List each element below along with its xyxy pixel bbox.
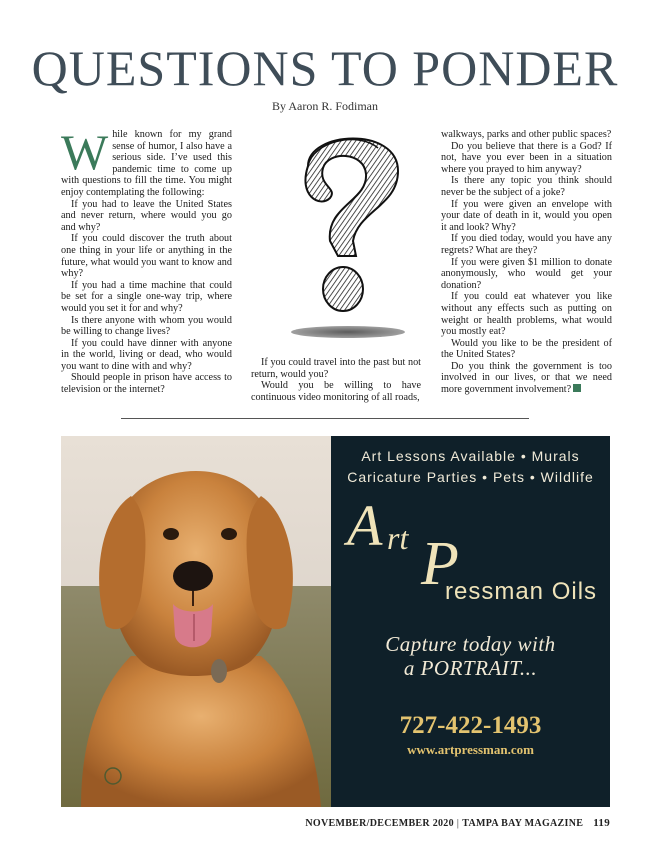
article-column-3 [441,129,612,396]
ad-services-line-2: Caricature Parties • Pets • Wildlife [347,469,594,485]
advertisement [61,436,610,807]
article-byline: By Aaron R. Fodiman [271,99,378,113]
paragraph: If you were given $1 million to donate anonymously, who would get your donation? [441,256,612,291]
paragraph: If you could eat whatever you like without any effects such as putting on weight or health problems, what would you mostly eat? [441,291,612,338]
footer-issue: NOVEMBER/DECEMBER 2020 [305,818,454,829]
paragraph: Do you believe that there is a God? If not, have you ever been in a situation where you prayed to him anyway? [441,140,612,175]
paragraph: If you had a time machine that could be set for a single one-way trip, where would you set it for and why? [61,279,232,314]
paragraph-text: Do you think the government is too involved in our lives, or that we need more government involvement? [441,360,612,396]
ad-phone: 727-422-1493 [399,712,542,739]
question-mark-dot [323,267,363,311]
logo-letter-a: A [347,493,383,558]
divider [121,418,529,419]
paragraph: walkways, parks and other public spaces? [441,129,612,140]
question-mark-shadow [291,326,405,338]
paragraph: Is there anyone with whom you would be willing to change lives? [61,314,232,338]
logo-letter-p: P [421,530,459,598]
page-number: 119 [593,817,610,829]
drop-cap: W [61,124,109,180]
logo-ressman-oils: ressman Oils [445,578,598,605]
golden-retriever-painting [61,436,331,807]
paragraph [441,361,612,396]
ad-website: www.artpressman.com [407,742,534,757]
article-title: QUESTIONS TO PONDER [31,40,619,96]
footer-separator: | [456,818,460,829]
paragraph: If you could travel into the past but not return, would you? [251,357,421,380]
end-mark-icon [573,384,581,392]
paragraph: hile known for my grand sense of humor, I also have a serious side. I’ve used this pandemic time to come up with questions to fill the time. You might enjoy contemplating the following: [61,129,232,198]
ad-tagline [331,632,610,680]
question-mark-illustration [268,126,418,346]
logo-rt: rt [387,520,409,556]
question-mark-curve [305,139,398,257]
paragraph: Would you like to be the president of the United States? [441,337,612,361]
page-footer [305,817,610,829]
paragraph: If you died today, would you have any regrets? What are they? [441,233,612,256]
ad-services-line-1: Art Lessons Available • Murals [361,448,580,464]
paragraph: Is there any topic you think should never be the subject of a joke? [441,175,612,198]
ad-tagline-line-2: a PORTRAIT... [403,656,538,680]
paragraph: Would you be willing to have continuous video monitoring of all roads, [251,380,421,403]
article-column-2 [251,357,421,403]
paragraph: If you could have dinner with anyone in the world, living or dead, who would you want to dine with and why? [61,337,232,372]
paragraph: If you had to leave the United States and never return, where would you go and why? [61,198,232,233]
article-column-1 [61,124,232,396]
paragraph: Should people in prison have access to television or the internet? [61,372,232,396]
ad-tagline-line-1: Capture today with [385,632,556,656]
footer-magazine: TAMPA BAY MAGAZINE [462,818,584,829]
paragraph: If you were given an envelope with your date of death in it, would you open it and look? Why? [441,198,612,233]
ad-text-panel [331,436,610,807]
paragraph: If you could discover the truth about one thing in your life or anything in the future, what would you want to know and why? [61,233,232,280]
